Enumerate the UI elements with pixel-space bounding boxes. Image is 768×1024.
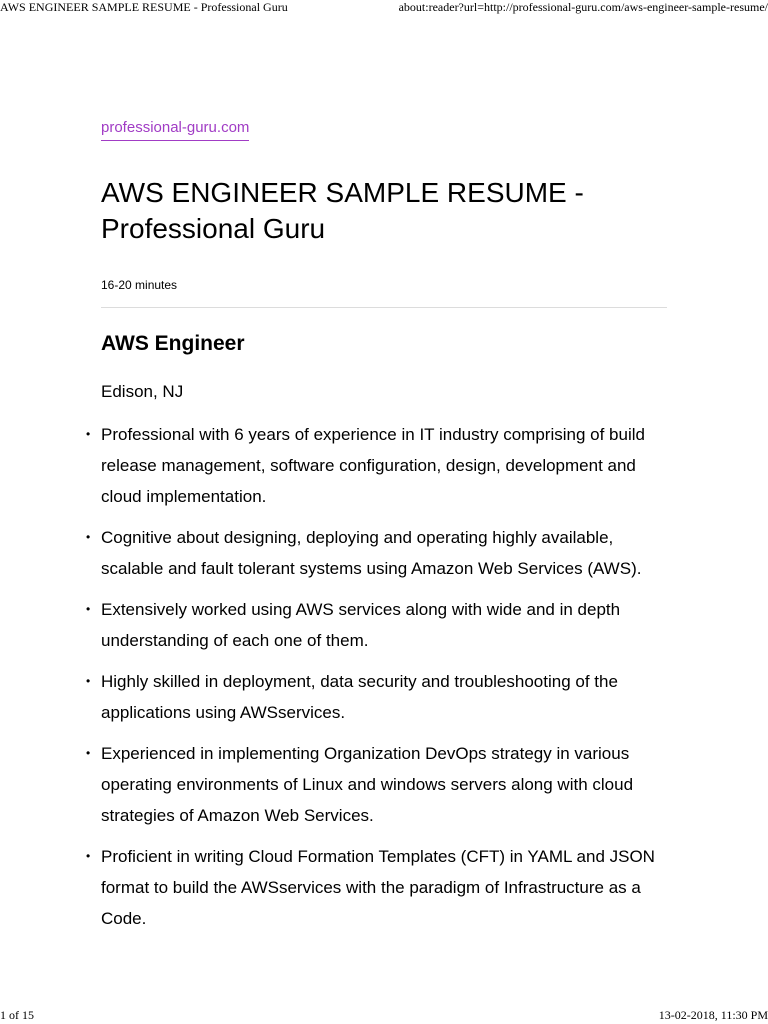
bullet-text: Highly skilled in deployment, data security and troubleshooting of the applications using AWSservices. [101,672,618,722]
print-header-title: AWS ENGINEER SAMPLE RESUME - Professional Guru [0,0,288,14]
list-item [86,522,667,584]
summary-bullet-list [86,419,667,934]
bullet-text: Cognitive about designing, deploying and operating highly available, scalable and fault tolerant systems using Amazon Web Services (AWS). [101,528,642,578]
bullet-icon: • [86,530,91,544]
reading-time: 16-20 minutes [101,278,178,292]
source-domain-link[interactable]: professional-guru.com [101,118,249,141]
print-header-url: about:reader?url=http://professional-guru.com/aws-engineer-sample-resume/ [398,0,768,14]
bullet-text: Professional with 6 years of experience in IT industry comprising of build release management, software configuration, design, development and cloud implementation. [101,425,645,506]
list-item [86,419,667,512]
bullet-icon: • [86,674,91,688]
print-header [0,0,768,16]
list-item [86,594,667,656]
list-item [86,738,667,831]
bullet-icon: • [86,427,91,441]
print-footer [0,1008,768,1024]
list-item [86,666,667,728]
print-datetime: 13-02-2018, 11:30 PM [658,1008,768,1022]
header-divider [101,307,667,308]
section-heading: AWS Engineer [101,332,245,355]
bullet-icon: • [86,849,91,863]
bullet-text: Proficient in writing Cloud Formation Templates (CFT) in YAML and JSON format to build the AWSservices with the paradigm of Infrastructure as a Code. [101,847,655,928]
bullet-icon: • [86,746,91,760]
reader-article [86,118,667,944]
list-item [86,841,667,934]
bullet-icon: • [86,602,91,616]
page-number: 1 of 15 [0,1008,34,1022]
bullet-text: Experienced in implementing Organization DevOps strategy in various operating environments of Linux and windows servers along with cloud strategies of Amazon Web Services. [101,744,634,825]
bullet-text: Extensively worked using AWS services along with wide and in depth understanding of each one of them. [101,600,621,650]
page-title: AWS ENGINEER SAMPLE RESUME - Professional Guru [101,177,584,244]
location-text: Edison, NJ [101,382,184,401]
